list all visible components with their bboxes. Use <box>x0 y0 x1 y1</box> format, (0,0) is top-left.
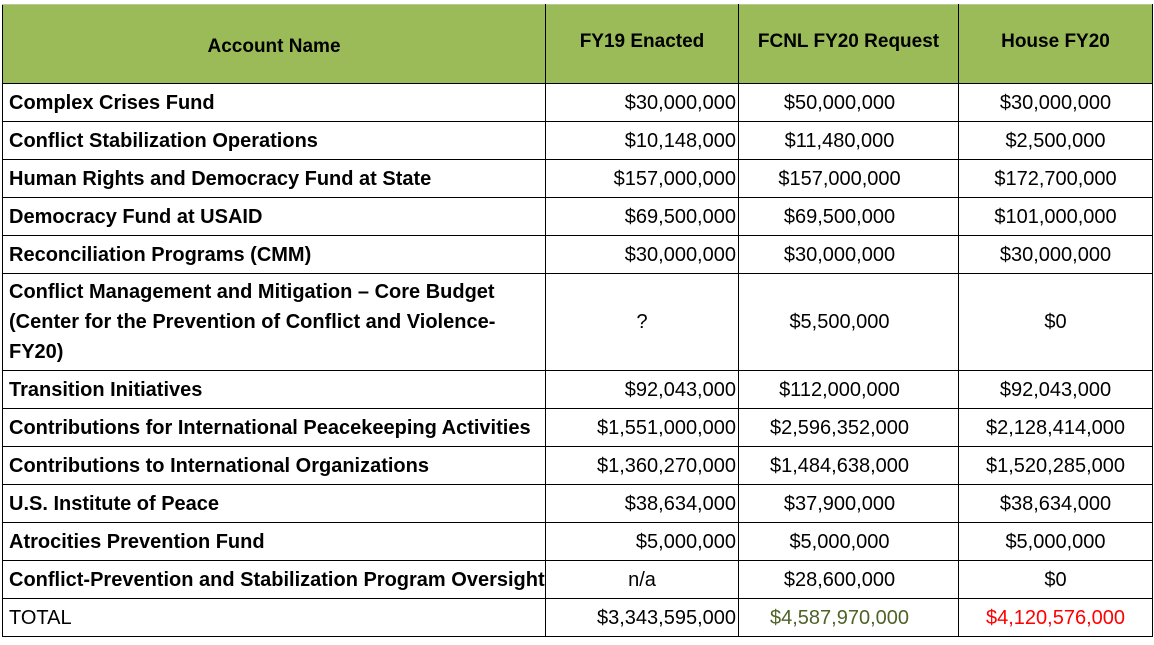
cell-account-name[interactable]: Contributions for International Peacekeeping Activities <box>3 409 546 447</box>
header-fcnl-fy20-request[interactable]: FCNL FY20 Request <box>739 5 959 84</box>
cell-account-name[interactable]: Conflict-Prevention and Stabilization Program Oversight <box>3 561 546 599</box>
cell-fy19-enacted[interactable]: $38,634,000 <box>546 485 739 523</box>
total-house-fy20[interactable]: $4,120,576,000 <box>959 599 1153 637</box>
sheet-bottom-edge <box>0 641 1154 645</box>
cell-fy19-enacted[interactable]: $5,000,000 <box>546 523 739 561</box>
cell-fcnl-request[interactable]: $1,484,638,000 <box>739 447 959 485</box>
cell-fy19-enacted[interactable]: $1,551,000,000 <box>546 409 739 447</box>
cell-account-name[interactable]: Atrocities Prevention Fund <box>3 523 546 561</box>
cell-fy19-enacted[interactable]: $30,000,000 <box>546 84 739 122</box>
cell-fy19-enacted[interactable]: n/a <box>546 561 739 599</box>
cell-fcnl-request[interactable]: $30,000,000 <box>739 236 959 274</box>
cell-account-name[interactable]: Democracy Fund at USAID <box>3 198 546 236</box>
cell-house-fy20[interactable]: $0 <box>959 561 1153 599</box>
cell-fcnl-request[interactable]: $37,900,000 <box>739 485 959 523</box>
cell-account-name[interactable]: Complex Crises Fund <box>3 84 546 122</box>
cell-fcnl-request[interactable]: $28,600,000 <box>739 561 959 599</box>
header-fy19-enacted[interactable]: FY19 Enacted <box>546 5 739 84</box>
cell-fcnl-request[interactable]: $50,000,000 <box>739 84 959 122</box>
cell-house-fy20[interactable]: $2,500,000 <box>959 122 1153 160</box>
cell-fcnl-request[interactable]: $5,500,000 <box>739 274 959 371</box>
cell-fcnl-request[interactable]: $5,000,000 <box>739 523 959 561</box>
cell-account-name[interactable]: Transition Initiatives <box>3 371 546 409</box>
total-fy19-enacted[interactable]: $3,343,595,000 <box>546 599 739 637</box>
cell-fy19-enacted[interactable]: $1,360,270,000 <box>546 447 739 485</box>
cell-account-name[interactable]: Human Rights and Democracy Fund at State <box>3 160 546 198</box>
cell-fcnl-request[interactable]: $2,596,352,000 <box>739 409 959 447</box>
table-body <box>3 84 1153 637</box>
cell-house-fy20[interactable]: $2,128,414,000 <box>959 409 1153 447</box>
table-row <box>3 523 1153 561</box>
cell-fy19-enacted[interactable]: $30,000,000 <box>546 236 739 274</box>
cell-house-fy20[interactable]: $30,000,000 <box>959 84 1153 122</box>
total-row <box>3 599 1153 637</box>
cell-house-fy20[interactable]: $92,043,000 <box>959 371 1153 409</box>
table-row <box>3 561 1153 599</box>
budget-table <box>2 4 1153 637</box>
cell-fy19-enacted[interactable]: $69,500,000 <box>546 198 739 236</box>
table-row <box>3 160 1153 198</box>
cell-fcnl-request[interactable]: $112,000,000 <box>739 371 959 409</box>
cell-fy19-enacted[interactable]: $157,000,000 <box>546 160 739 198</box>
cell-house-fy20[interactable]: $101,000,000 <box>959 198 1153 236</box>
cell-account-name[interactable]: U.S. Institute of Peace <box>3 485 546 523</box>
header-row <box>3 5 1153 84</box>
cell-fcnl-request[interactable]: $157,000,000 <box>739 160 959 198</box>
cell-house-fy20[interactable]: $30,000,000 <box>959 236 1153 274</box>
cell-fy19-enacted[interactable]: ? <box>546 274 739 371</box>
cell-fcnl-request[interactable]: $69,500,000 <box>739 198 959 236</box>
table-row <box>3 122 1153 160</box>
cell-fcnl-request[interactable]: $11,480,000 <box>739 122 959 160</box>
cell-account-name[interactable]: Conflict Management and Mitigation – Core Budget (Center for the Prevention of Conflict and Violence- FY20) <box>3 274 546 371</box>
cell-house-fy20[interactable]: $1,520,285,000 <box>959 447 1153 485</box>
cell-house-fy20[interactable]: $172,700,000 <box>959 160 1153 198</box>
cell-house-fy20[interactable]: $38,634,000 <box>959 485 1153 523</box>
table-row <box>3 84 1153 122</box>
cell-fy19-enacted[interactable]: $10,148,000 <box>546 122 739 160</box>
table-row <box>3 485 1153 523</box>
table-row <box>3 236 1153 274</box>
cell-house-fy20[interactable]: $0 <box>959 274 1153 371</box>
spreadsheet <box>0 4 1154 645</box>
total-fcnl-request[interactable]: $4,587,970,000 <box>739 599 959 637</box>
header-account-name[interactable]: Account Name <box>3 5 546 84</box>
table-row <box>3 447 1153 485</box>
cell-account-name[interactable]: Contributions to International Organizations <box>3 447 546 485</box>
table-row <box>3 409 1153 447</box>
table-row <box>3 198 1153 236</box>
table-header <box>3 5 1153 84</box>
cell-account-name[interactable]: Conflict Stabilization Operations <box>3 122 546 160</box>
table-row <box>3 274 1153 371</box>
table-row <box>3 371 1153 409</box>
cell-fy19-enacted[interactable]: $92,043,000 <box>546 371 739 409</box>
cell-house-fy20[interactable]: $5,000,000 <box>959 523 1153 561</box>
header-house-fy20[interactable]: House FY20 <box>959 5 1153 84</box>
cell-account-name[interactable]: Reconciliation Programs (CMM) <box>3 236 546 274</box>
total-label[interactable]: TOTAL <box>3 599 546 637</box>
